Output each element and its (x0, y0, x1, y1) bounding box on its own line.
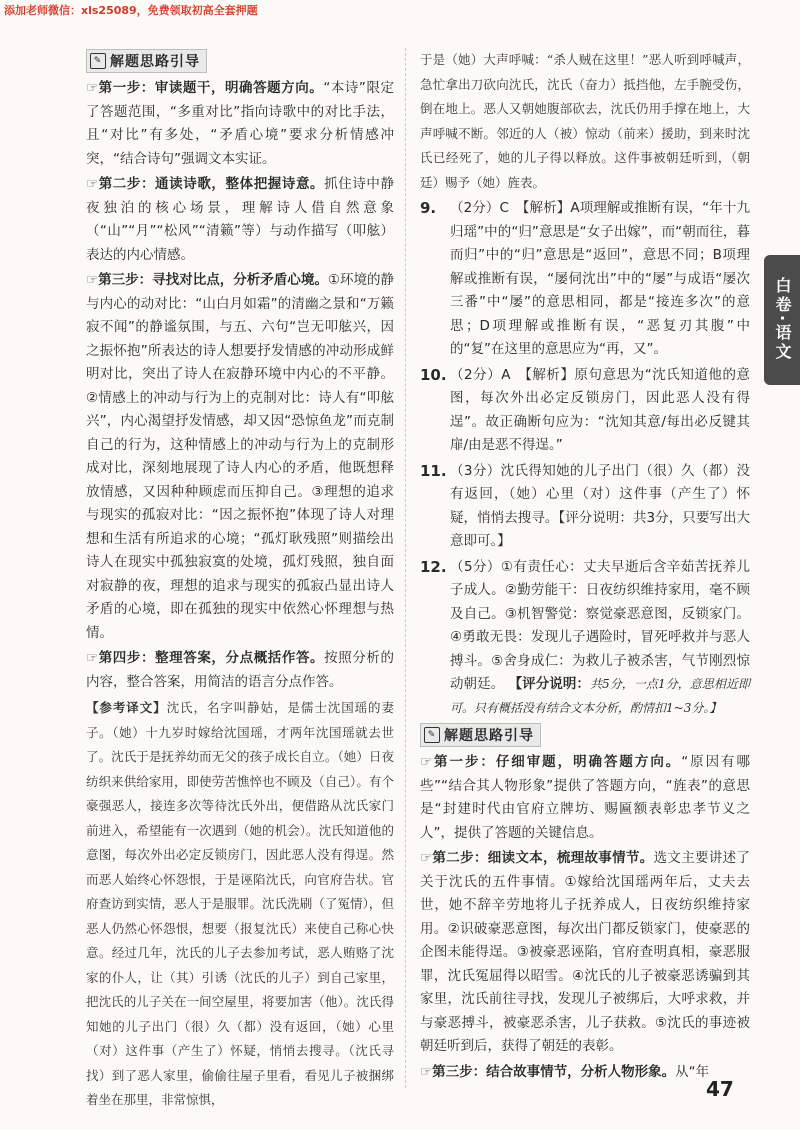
page-number: 47 (706, 1077, 734, 1101)
question-10 (420, 364, 750, 458)
step-text: ①环境的静与内心的动对比：“山白月如霜”的清幽之景和“万籁寂不闻”的静谧氛围，与五、六句“岂无叩舷兴，因之振怀抱”所表达的诗人想要抒发情感的冲动形成鲜明对比，突出了诗人在寂静环境中内心的不平静。②情感上的冲动与行为上的克制对比：诗人有“叩舷兴”，内心渴望抒发情感，却又因“恐惊鱼龙”而克制自己的行为，这种情感上的冲动与行为上的克制形成对比，深刻地展现了诗人内心的矛盾，他既想释放情感，又因种种顾虑而压抑自己。③理想的追求与现实的孤寂对比：“因之振怀抱”体现了诗人对理想和生活有所追求的心境；“孤灯耿残照”则描绘出诗人在现实中孤独寂寞的处境，孤灯残照，独自面对寂静的夜，理想的追求与现实的孤寂凸显出诗人矛盾的心境，即在孤独的现实中依然心怀理想与热情。 (86, 272, 394, 641)
step-paragraph (86, 77, 394, 171)
question-number: 9. (420, 199, 437, 217)
question-number: 11. (420, 461, 447, 480)
step-title: 第三步：寻找对比点，分析矛盾心境。 (98, 272, 328, 288)
step-paragraph (86, 173, 394, 267)
step-paragraph (420, 1061, 750, 1085)
question-answer (450, 556, 750, 721)
section-heading-left (86, 49, 207, 73)
step-title: 第二步：细读文本，梳理故事情节。 (432, 850, 654, 866)
step-paragraph (420, 751, 750, 845)
step-paragraph (86, 647, 394, 694)
pointing-hand-icon: ☞ (86, 272, 99, 288)
column-divider (405, 48, 406, 1088)
question-9 (420, 197, 750, 362)
step-title: 第三步：结合故事情节，分析人物形象。 (432, 1063, 676, 1080)
heading-label: 解题思路引导 (444, 728, 534, 744)
scoring-note-label: 【评分说明： (508, 676, 590, 692)
pencil-note-icon: ✎ (424, 727, 440, 743)
section-heading-right (420, 723, 541, 747)
step-text: “原因有哪些”“结合其人物形象”提供了答题方向，“旌表”的意思是“封建时代由官府立牌坊、赐匾额表彰忠孝节义之人”，提供了答题的关键信息。 (420, 754, 751, 841)
pointing-hand-icon: ☞ (420, 754, 433, 770)
step-text: “本诗”限定了答题范围，“多重对比”指向诗歌中的对比手法，且“对比”有多处，“矛盾心境”要求分析情感冲突，“结合诗句”强调文本实证。 (86, 80, 395, 167)
subject-side-tab: 白卷·语文 (764, 255, 800, 385)
question-answer: （2分）C 【解析】A项理解或推断有误，“年十九归瑶”中的“归”意思是“女子出嫁”，而“朝而往，暮而归”中的“归”意思是“返回”，意思不同；B项理解或推断有误，“屡伺沈出”中的“屡”与成语“屡次三番”中“屡”的意思相同，都是“接连多次”的意思；D项理解或推断有误，“恶复刃其腹”中的“复”在这里的意思应为“再，又”。 (450, 200, 750, 357)
translation-label: 【参考译文】 (86, 700, 167, 715)
step-title: 第一步：审读题干，明确答题方向。 (98, 80, 324, 96)
step-text: 从“年 (675, 1063, 710, 1080)
step-text: 选文主要讲述了关于沈氏的五件事情。①嫁给沈国瑶两年后，丈夫去世，她不辞辛劳地将儿子抚养成人，日夜纺织维持家用。②识破豪恶意图，每次出门都反锁家门，使豪恶的企图未能得逞。③被豪恶诬陷，官府查明真相，豪恶服罪，沈氏冤屈得以昭雪。④沈氏的儿子被豪恶诱骗到其家里，沈氏前往寻找，发现儿子被绑后，大呼求救，并与豪恶搏斗，被豪恶杀害，儿子获救。⑤沈氏的事迹被朝廷听到后，获得了朝廷的表彰。 (420, 850, 751, 1054)
step-text: 按照分析的内容，整合答案，用简洁的语言分点作答。 (86, 650, 395, 690)
step-paragraph (420, 847, 750, 1059)
question-12 (420, 556, 750, 721)
pencil-note-icon: ✎ (90, 53, 106, 69)
question-11 (420, 460, 750, 554)
watermark-text: 添加老师微信：xls25089，免费领取初高全套押题 (4, 4, 258, 17)
scoring-note-text: 共5分，一点1分，意思相近即可。只有概括没有结合文本分析，酌情扣1~3分。】 (450, 677, 751, 715)
answer-text: （5分）①有责任心：丈夫早逝后含辛茹苦抚养儿子成人。②勤劳能干：日夜纺织维持家用，毫不顾及自己。③机智警觉：察觉豪恶意图，反锁家门。④勇敢无畏：发现儿子遇险时，冒死呼救并与恶人搏斗。⑤舍身成仁：为救儿子被杀害，气节刚烈惊动朝廷。 (450, 558, 750, 692)
translation-continued: 于是（她）大声呼喊：“杀人贼在这里！”恶人听到呼喊声，急忙拿出刀砍向沈氏，沈氏（奋力）抵挡他，左手腕受伤，倒在地上。恶人又朝她腹部砍去，沈氏仍用手撑在地上，大声呼喊不断。邻近的人（被）惊动（前来）援助，到来时沈氏已经死了，她的儿子得以释放。这件事被朝廷听到，（朝廷）赐予（她）旌表。 (420, 52, 750, 190)
pointing-hand-icon: ☞ (86, 80, 99, 96)
question-number: 10. (420, 365, 447, 384)
step-title: 第一步：仔细审题，明确答题方向。 (432, 754, 682, 770)
pointing-hand-icon: ☞ (420, 850, 433, 866)
question-answer: （3分）沈氏得知她的儿子出门（很）久（都）没有返回，（她）心里（对）这件事（产生了）怀疑，悄悄去搜寻。【评分说明：共3分，只要写出大意即可。】 (450, 462, 750, 549)
step-title: 第四步：整理答案，分点概括作答。 (98, 650, 325, 666)
translation-text: 沈氏，名字叫静姑，是儒士沈国瑶的妻子。（她）十九岁时嫁给沈国瑶，才两年沈国瑶就去世了。沈氏于是抚养幼而无父的孩子成长自立。（她）日夜纺织来供给家用，即使劳苦憔悴也不顾及（自己）。有个豪强恶人，接连多次等待沈氏外出，便借路从沈氏家门前进入，希望能有一次遇到（她的机会）。沈氏知道他的意图，每次外出必定反锁房门，因此恶人没有得逞。然而恶人始终心怀怨恨，于是诬陷沈氏，向官府告状。官府查访到实情，恶人于是服罪。沈氏洗刷（了冤情），但恶人仍然心怀怨恨，想要（报复沈氏）来使自己称心快意。经过几年，沈氏的儿子去参加考试，恶人贿赂了沈家的仆人，让（其）引诱（沈氏的儿子）到自己家里，把沈氏的儿子关在一间空屋里，将要加害（他）。沈氏得知她的儿子出门（很）久（都）没有返回，（她）心里（对）这件事（产生了）怀疑，悄悄去搜寻。（沈氏寻找）到了恶人家里，偷偷往屋子里看，看见儿子被捆绑着坐在那里，非常惊惧， (86, 700, 394, 1107)
left-column (86, 48, 394, 1115)
question-answer: （2分）A 【解析】原句意思为“沈氏知道他的意图，每次外出必定反锁房门，因此恶人没有得逞”。故正确断句应为：“沈知其意/每出必反键其扉/由是恶不得逞。” (450, 366, 750, 453)
pointing-hand-icon: ☞ (86, 176, 99, 192)
reference-translation (86, 696, 394, 1113)
step-text: 抓住诗中静夜独泊的核心场景，理解诗人借自然意象（“山”“月”“松风”“清籁”等）与动作描写（叩舷）表达的内心情感。 (86, 176, 395, 263)
heading-label: 解题思路引导 (110, 54, 200, 70)
pointing-hand-icon: ☞ (86, 650, 99, 666)
step-paragraph (86, 269, 394, 645)
question-number: 12. (420, 557, 447, 576)
step-title: 第二步：通读诗歌，整体把握诗意。 (98, 176, 325, 192)
right-column (420, 48, 750, 1086)
pointing-hand-icon: ☞ (420, 1063, 433, 1080)
